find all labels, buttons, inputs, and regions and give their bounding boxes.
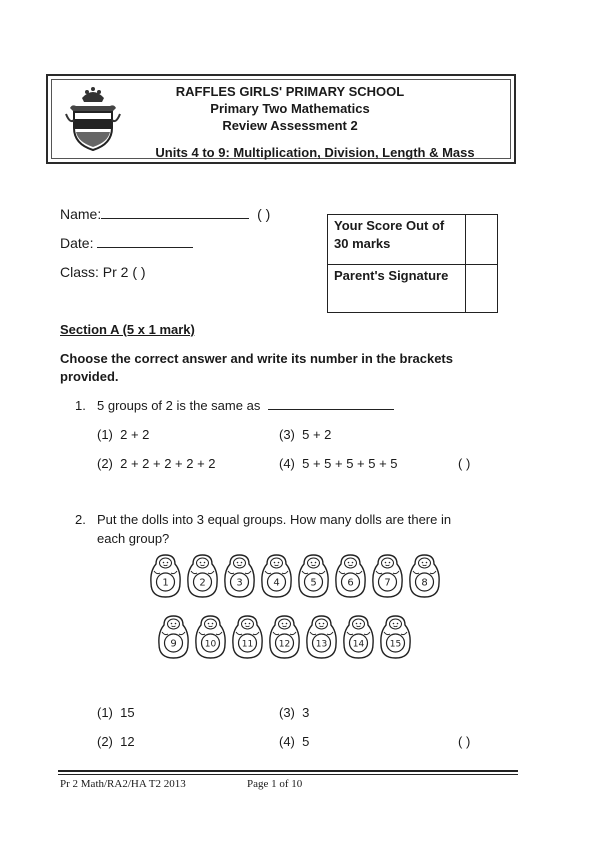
doll-4	[259, 553, 294, 599]
doll-number: 13	[315, 639, 328, 650]
name-label: Name:	[60, 206, 102, 222]
doll-number: 5	[310, 577, 317, 589]
doll-2	[185, 553, 220, 599]
name-index-bracket: ( )	[257, 206, 271, 222]
section-instruction: Choose the correct answer and write its number in the brackets provided.	[60, 351, 453, 384]
subject-title: Primary Two Mathematics	[210, 101, 370, 116]
dolls-row-2	[156, 614, 413, 660]
doll-5	[296, 553, 331, 599]
q2-answer-bracket[interactable]: ( )	[458, 734, 471, 749]
school-name: RAFFLES GIRLS' PRIMARY SCHOOL	[175, 84, 405, 99]
date-blank[interactable]	[97, 247, 193, 248]
doll-1	[148, 553, 183, 599]
assessment-title: Review Assessment 2	[222, 118, 358, 133]
doll-14	[341, 614, 376, 660]
doll-9	[156, 614, 191, 660]
doll-number: 9	[170, 638, 177, 650]
doll-number: 10	[204, 639, 217, 650]
q2-option-2: (2) 12	[97, 734, 135, 749]
doll-13	[304, 614, 339, 660]
date-label: Date:	[60, 235, 94, 251]
doll-3	[222, 553, 257, 599]
score-table	[327, 214, 498, 313]
doll-11	[230, 614, 265, 660]
q1-option-3: (3) 5 + 2	[279, 427, 332, 442]
doll-number: 7	[384, 577, 391, 589]
doll-number: 1	[162, 577, 169, 589]
doll-12	[267, 614, 302, 660]
doll-number: 11	[241, 639, 254, 650]
doll-number: 4	[273, 577, 280, 589]
footer-page: Page 1 of 10	[247, 778, 303, 790]
footer-rule	[58, 770, 518, 772]
date-field[interactable]	[60, 235, 193, 251]
doll-number: 6	[347, 577, 354, 589]
doll-number: 15	[389, 639, 402, 650]
doll-6	[333, 553, 368, 599]
score-label: Your Score Out of 30 marks	[334, 218, 445, 251]
name-blank[interactable]	[101, 218, 249, 219]
doll-7	[370, 553, 405, 599]
class-label: Class: Pr 2 ( )	[60, 264, 146, 280]
units-line: Units 4 to 9: Multiplication, Division, Length & Mass	[155, 145, 475, 160]
doll-15	[378, 614, 413, 660]
doll-10	[193, 614, 228, 660]
doll-8	[407, 553, 442, 599]
q2-text-line2: each group?	[97, 531, 170, 546]
q1-blank	[268, 409, 394, 410]
doll-number: 14	[352, 639, 365, 650]
q2-number: 2.	[75, 512, 86, 527]
q1-option-2: (2) 2 + 2 + 2 + 2 + 2	[97, 456, 216, 471]
name-field[interactable]	[60, 206, 270, 222]
q1-option-4: (4) 5 + 5 + 5 + 5 + 5	[279, 456, 398, 471]
q1-option-1: (1) 2 + 2	[97, 427, 150, 442]
doll-number: 3	[236, 577, 243, 589]
q2-option-1: (1) 15	[97, 705, 135, 720]
dolls-row-1	[148, 553, 442, 599]
q1-answer-bracket[interactable]: ( )	[458, 456, 471, 471]
q2-text-line1: Put the dolls into 3 equal groups. How many dolls are there in	[97, 512, 452, 527]
doll-number: 12	[278, 639, 291, 650]
school-crest-icon	[62, 84, 124, 154]
q1-number: 1.	[75, 398, 86, 413]
doll-number: 2	[199, 577, 206, 589]
q2-option-3: (3) 3	[279, 705, 310, 720]
doll-number: 8	[421, 577, 428, 589]
q2-option-4: (4) 5	[279, 734, 310, 749]
footer-code: Pr 2 Math/RA2/HA T2 2013	[60, 778, 186, 790]
q1-text: 5 groups of 2 is the same as	[97, 398, 394, 413]
signature-label: Parent's Signature	[334, 268, 449, 283]
section-title: Section A (5 x 1 mark)	[60, 322, 195, 337]
